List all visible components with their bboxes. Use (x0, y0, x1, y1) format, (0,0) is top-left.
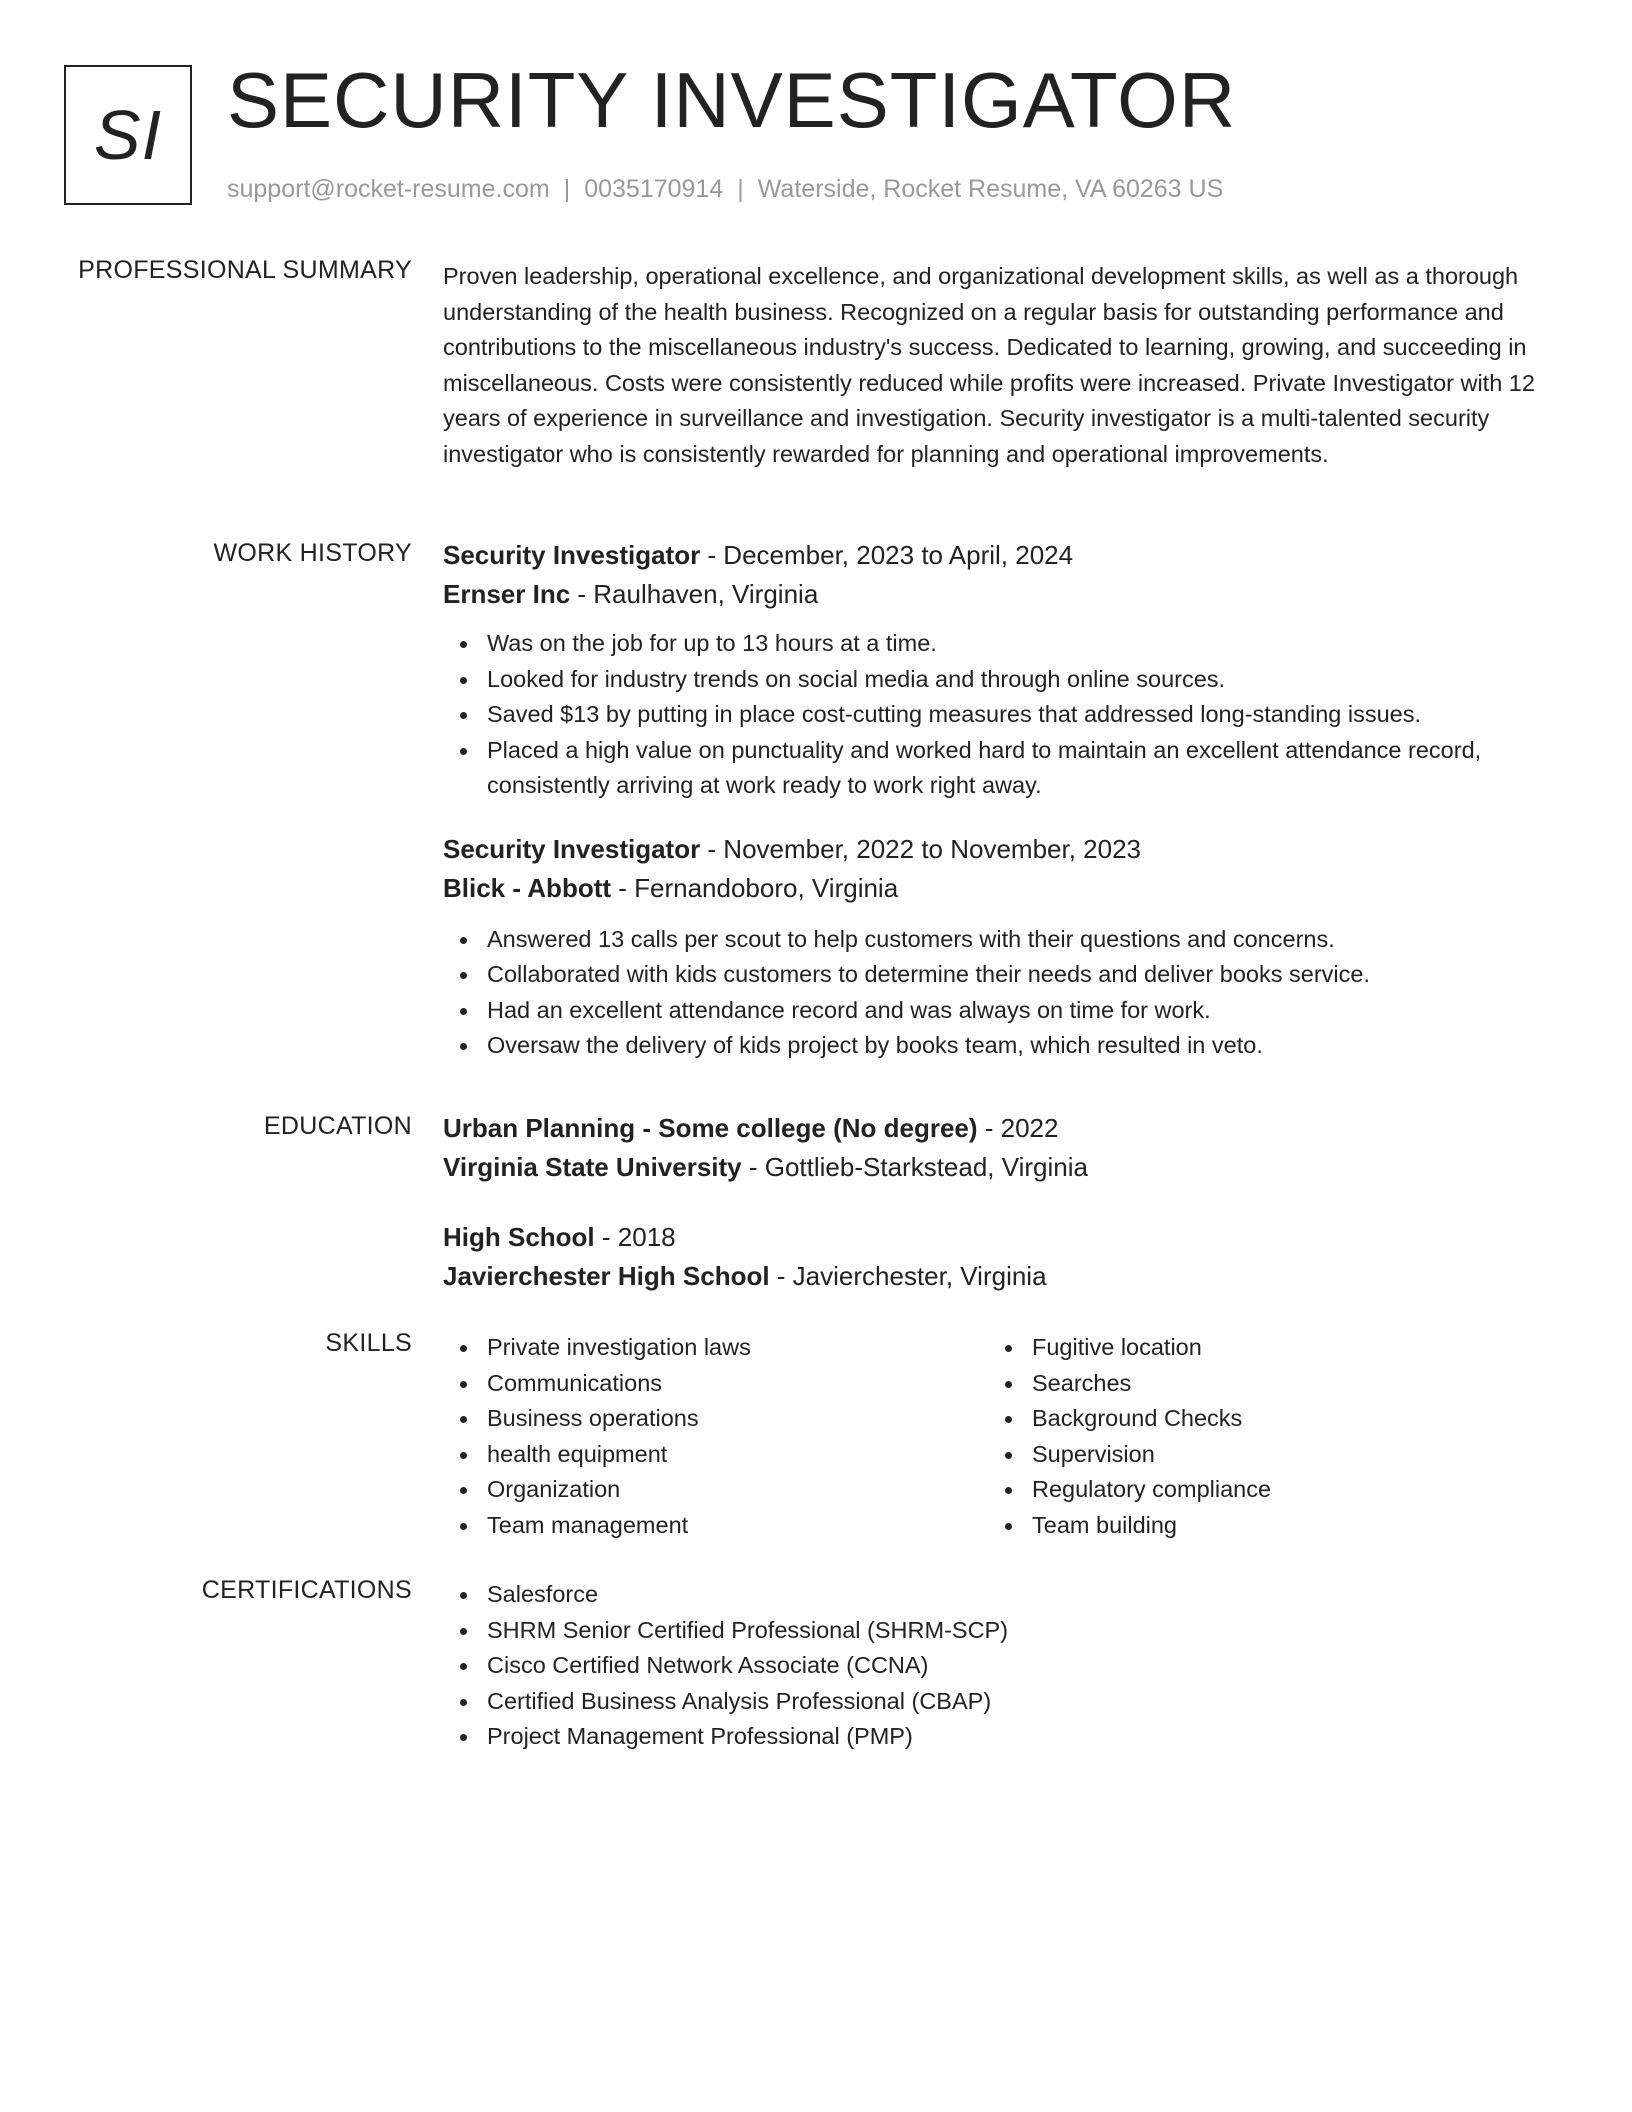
job-title: Security Investigator (443, 833, 701, 864)
job-location: - Fernandoboro, Virginia (611, 872, 899, 903)
list-item: Business operations (443, 1401, 988, 1437)
list-item: Oversaw the delivery of kids project by books team, which resulted in veto. (443, 1028, 1543, 1064)
job-company: Ernser Inc (443, 579, 571, 609)
list-item: Background Checks (988, 1401, 1533, 1437)
job-entry (443, 536, 1543, 804)
certifications-list (443, 1577, 1543, 1755)
job-entry (443, 830, 1543, 1064)
skills-heading: SKILLS (325, 1329, 412, 1357)
education-location: - Gottlieb-Starkstead, Virginia (741, 1152, 1088, 1182)
contact-address: Waterside, Rocket Resume, VA 60263 US (757, 175, 1224, 203)
list-item: Fugitive location (988, 1330, 1533, 1366)
list-item: Salesforce (443, 1577, 1543, 1613)
education-school: Javierchester High School (443, 1261, 770, 1291)
certifications-heading: CERTIFICATIONS (201, 1576, 412, 1604)
list-item: Regulatory compliance (988, 1472, 1533, 1508)
list-item: Private investigation laws (443, 1330, 988, 1366)
job-title-line (443, 536, 1543, 575)
skills-columns (443, 1330, 1543, 1543)
contact-separator: | (737, 175, 744, 203)
job-location: - Raulhaven, Virginia (570, 579, 819, 609)
contact-line (227, 175, 1223, 204)
list-item: Communications (443, 1366, 988, 1402)
list-item: Certified Business Analysis Professional (CBAP) (443, 1684, 1543, 1720)
list-item: Saved $13 by putting in place cost-cutting measures that addressed long-standing issues. (443, 697, 1543, 733)
list-item: Looked for industry trends on social media and through online sources. (443, 662, 1543, 698)
list-item: Collaborated with kids customers to determine their needs and deliver books service. (443, 957, 1543, 993)
list-item: Had an excellent attendance record and was always on time for work. (443, 993, 1543, 1029)
education-school: Virginia State University (443, 1152, 742, 1182)
job-company-line (443, 575, 1543, 614)
list-item: Searches (988, 1366, 1533, 1402)
skills-list-right (988, 1330, 1533, 1543)
education-entry (443, 1109, 1543, 1187)
list-item: Answered 13 calls per scout to help customers with their questions and concerns. (443, 922, 1543, 958)
education-degree: Urban Planning - Some college (No degree) (443, 1113, 978, 1143)
list-item: health equipment (443, 1437, 988, 1473)
job-title: Security Investigator (443, 540, 701, 570)
education-location: - Javierchester, Virginia (769, 1261, 1047, 1291)
summary-heading: PROFESSIONAL SUMMARY (78, 256, 412, 284)
list-item: SHRM Senior Certified Professional (SHRM-SCP) (443, 1613, 1543, 1649)
education-degree-line (443, 1218, 1543, 1257)
job-bullets (443, 922, 1543, 1064)
job-bullets (443, 626, 1543, 804)
job-company: Blick - Abbott (443, 872, 612, 903)
list-item: Was on the job for up to 13 hours at a time. (443, 626, 1543, 662)
job-dates: - December, 2023 to April, 2024 (700, 540, 1074, 570)
education-degree: High School (443, 1222, 595, 1252)
work-history-heading: WORK HISTORY (213, 539, 412, 567)
education-year: - 2018 (594, 1222, 676, 1252)
list-item: Project Management Professional (PMP) (443, 1719, 1543, 1755)
education-school-line (443, 1148, 1543, 1187)
job-title-line (443, 830, 1543, 869)
list-item: Team management (443, 1508, 988, 1544)
education-school-line (443, 1257, 1543, 1296)
education-year: - 2022 (977, 1113, 1059, 1143)
list-item: Placed a high value on punctuality and worked hard to maintain an excellent attendance record, consistently arriving at work ready to work right away. (443, 733, 1543, 804)
summary-text: Proven leadership, operational excellence, and organizational development skills, as well as a thorough understanding of the health business. Recognized on a regular basis for outstanding performance and contributions to the miscellaneous industry's success. Dedicated to learning, growing, and succeeding in miscellaneous. Costs were consistently reduced while profits were increased. Private Investigator with 12 years of experience in surveillance and investigation. Security investigator is a multi-talented security investigator who is consistently rewarded for planning and operational improvements. (443, 263, 1535, 467)
list-item: Team building (988, 1508, 1533, 1544)
page-title: SECURITY INVESTIGATOR (227, 56, 1237, 144)
job-dates: - November, 2022 to November, 2023 (700, 833, 1142, 864)
monogram-box: SI (64, 65, 192, 205)
resume-header (64, 56, 1564, 210)
contact-separator: | (563, 175, 571, 203)
education-heading: EDUCATION (263, 1112, 412, 1140)
list-item: Supervision (988, 1437, 1533, 1473)
skills-list-left (443, 1330, 988, 1543)
education-degree-line (443, 1109, 1543, 1148)
job-company-line (443, 869, 1543, 908)
contact-email[interactable]: support@rocket-resume.com (227, 175, 550, 203)
list-item: Organization (443, 1472, 988, 1508)
contact-phone[interactable]: 0035170914 (584, 175, 724, 203)
education-entry (443, 1218, 1543, 1296)
list-item: Cisco Certified Network Associate (CCNA) (443, 1648, 1543, 1684)
